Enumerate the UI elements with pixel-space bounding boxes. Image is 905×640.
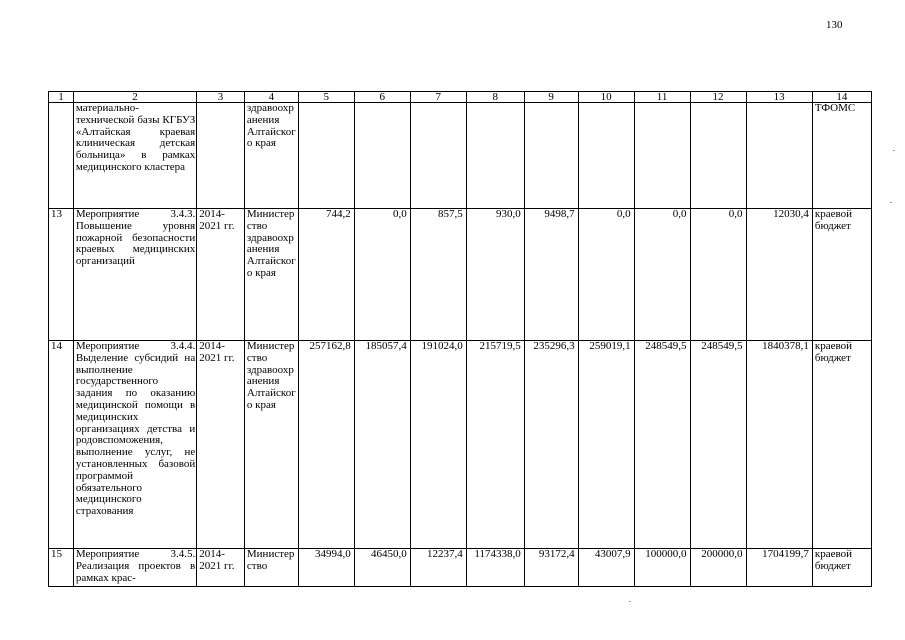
total-cell <box>746 103 812 209</box>
value-cell: 235296,3 <box>524 341 578 549</box>
value-cell <box>410 103 466 209</box>
budget-table <box>48 91 872 587</box>
col-header: 12 <box>690 92 746 103</box>
executor: Министерство здравоохранения Алтайского края <box>244 209 298 341</box>
col-header: 8 <box>466 92 524 103</box>
row-number: 14 <box>49 341 74 549</box>
table-row <box>49 103 872 209</box>
funding-source: краевой бюджет <box>812 549 871 587</box>
col-header: 6 <box>354 92 410 103</box>
funding-source: краевой бюджет <box>812 209 871 341</box>
value-cell: 0,0 <box>634 209 690 341</box>
executor: Министерство здравоохранения Алтайского края <box>244 341 298 549</box>
value-cell <box>298 103 354 209</box>
value-cell: 9498,7 <box>524 209 578 341</box>
col-header: 14 <box>812 92 871 103</box>
value-cell: 248549,5 <box>634 341 690 549</box>
activity-name: Мероприятие 3.4.4. Выделение субсидий на выполнение государственного задания по оказанию медицинской помощи в медицинских организациях детства и родовспоможения, выполнение услуг, не установленных базовой программой обязательного медицинского страхования <box>73 341 196 549</box>
activity-name: Мероприятие 3.4.3. Повышение уровня пожарной безопасности краевых медицинских организаций <box>73 209 196 341</box>
col-header: 1 <box>49 92 74 103</box>
col-header: 9 <box>524 92 578 103</box>
value-cell: 200000,0 <box>690 549 746 587</box>
period <box>197 103 245 209</box>
executor: Министерство <box>244 549 298 587</box>
row-number: 13 <box>49 209 74 341</box>
table-row <box>49 209 872 341</box>
scan-speck <box>893 150 895 151</box>
value-cell: 0,0 <box>354 209 410 341</box>
value-cell: 191024,0 <box>410 341 466 549</box>
row-number <box>49 103 74 209</box>
page-number: 130 <box>826 19 843 31</box>
total-cell: 1704199,7 <box>746 549 812 587</box>
period: 2014-2021 гг. <box>197 549 245 587</box>
value-cell: 43007,9 <box>578 549 634 587</box>
value-cell: 93172,4 <box>524 549 578 587</box>
table-row <box>49 341 872 549</box>
value-cell: 257162,8 <box>298 341 354 549</box>
value-cell: 1174338,0 <box>466 549 524 587</box>
value-cell: 930,0 <box>466 209 524 341</box>
activity-name: Мероприятие 3.4.5. Реализация проектов в рамках крас- <box>73 549 196 587</box>
value-cell: 259019,1 <box>578 341 634 549</box>
value-cell: 857,5 <box>410 209 466 341</box>
col-header: 3 <box>197 92 245 103</box>
table-row <box>49 549 872 587</box>
col-header: 11 <box>634 92 690 103</box>
value-cell <box>578 103 634 209</box>
scan-speck <box>890 202 892 203</box>
total-cell: 1840378,1 <box>746 341 812 549</box>
col-header: 2 <box>73 92 196 103</box>
row-number: 15 <box>49 549 74 587</box>
value-cell: 100000,0 <box>634 549 690 587</box>
col-header: 7 <box>410 92 466 103</box>
period: 2014-2021 гг. <box>197 209 245 341</box>
funding-source: ТФОМС <box>812 103 871 209</box>
executor: здравоохранения Алтайского края <box>244 103 298 209</box>
value-cell: 34994,0 <box>298 549 354 587</box>
value-cell: 215719,5 <box>466 341 524 549</box>
col-header: 5 <box>298 92 354 103</box>
value-cell: 744,2 <box>298 209 354 341</box>
total-cell: 12030,4 <box>746 209 812 341</box>
value-cell <box>690 103 746 209</box>
period: 2014-2021 гг. <box>197 341 245 549</box>
col-header: 4 <box>244 92 298 103</box>
value-cell <box>634 103 690 209</box>
col-header: 13 <box>746 92 812 103</box>
value-cell <box>524 103 578 209</box>
value-cell: 0,0 <box>690 209 746 341</box>
value-cell: 46450,0 <box>354 549 410 587</box>
column-number-row <box>49 92 872 103</box>
value-cell <box>354 103 410 209</box>
funding-source: краевой бюджет <box>812 341 871 549</box>
value-cell <box>466 103 524 209</box>
scan-speck <box>629 601 631 602</box>
value-cell: 12237,4 <box>410 549 466 587</box>
value-cell: 185057,4 <box>354 341 410 549</box>
value-cell: 0,0 <box>578 209 634 341</box>
activity-name: материально-технической базы КГБУЗ «Алтайская краевая клиническая детская больница» в рамках медицинского кластера <box>73 103 196 209</box>
value-cell: 248549,5 <box>690 341 746 549</box>
col-header: 10 <box>578 92 634 103</box>
